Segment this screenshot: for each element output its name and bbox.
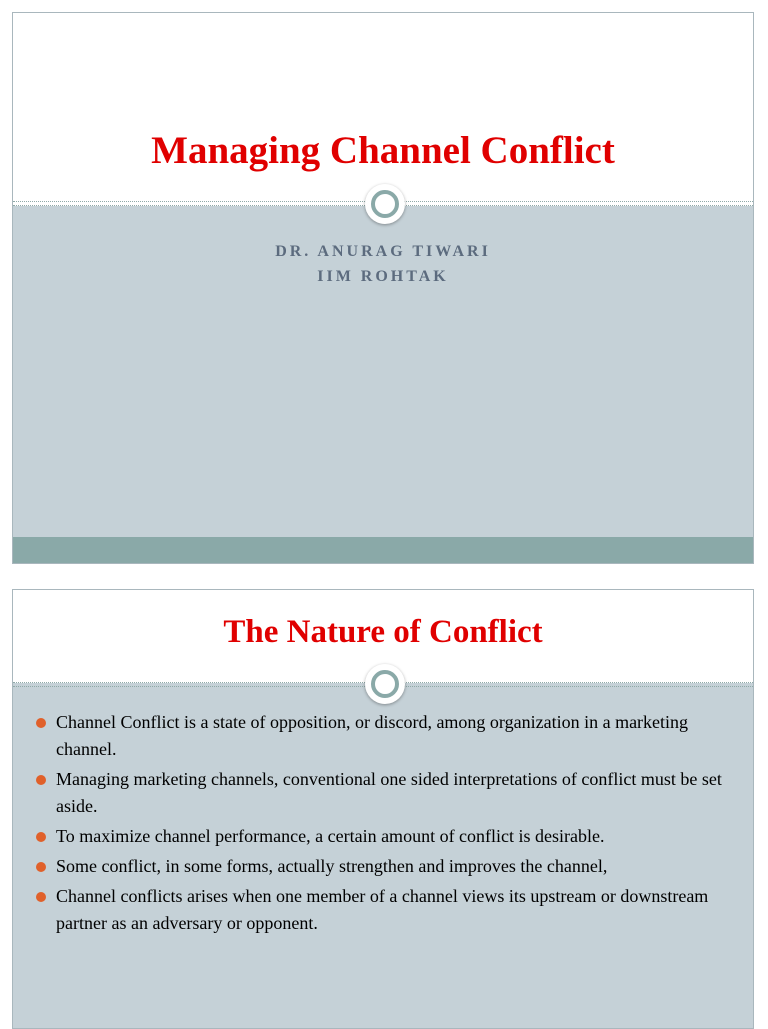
bullet-text: Channel conflicts arises when one member of a channel views its upstream or downstream partner as an adversary or opponent. xyxy=(56,886,709,933)
bullet-list xyxy=(35,709,735,940)
title-slide xyxy=(12,12,754,564)
footer-band xyxy=(13,537,753,563)
bullet-text: To maximize channel performance, a certain amount of conflict is desirable. xyxy=(56,826,605,846)
title-area xyxy=(13,13,753,206)
list-item xyxy=(35,823,735,850)
bullet-icon xyxy=(36,892,46,902)
list-item xyxy=(35,709,735,763)
circle-ornament-icon xyxy=(365,664,405,704)
bullet-icon xyxy=(36,718,46,728)
bullet-text: Managing marketing channels, conventional one sided interpretations of conflict must be set aside. xyxy=(56,769,722,816)
bullet-icon xyxy=(36,862,46,872)
slide-title: Managing Channel Conflict xyxy=(151,129,615,172)
list-item xyxy=(35,883,735,937)
circle-ornament-icon xyxy=(365,184,405,224)
content-slide xyxy=(12,589,754,1029)
bullet-text: Some conflict, in some forms, actually strengthen and improves the channel, xyxy=(56,856,608,876)
bullet-text: Channel Conflict is a state of opposition, or discord, among organization in a marketing channel. xyxy=(56,712,689,759)
institution-name: IIM ROHTAK xyxy=(317,268,449,285)
bullet-icon xyxy=(36,832,46,842)
list-item xyxy=(35,766,735,820)
bullet-icon xyxy=(36,775,46,785)
author-name: DR. ANURAG TIWARI xyxy=(275,243,491,260)
slide-title: The Nature of Conflict xyxy=(223,614,543,650)
list-item xyxy=(35,853,735,880)
